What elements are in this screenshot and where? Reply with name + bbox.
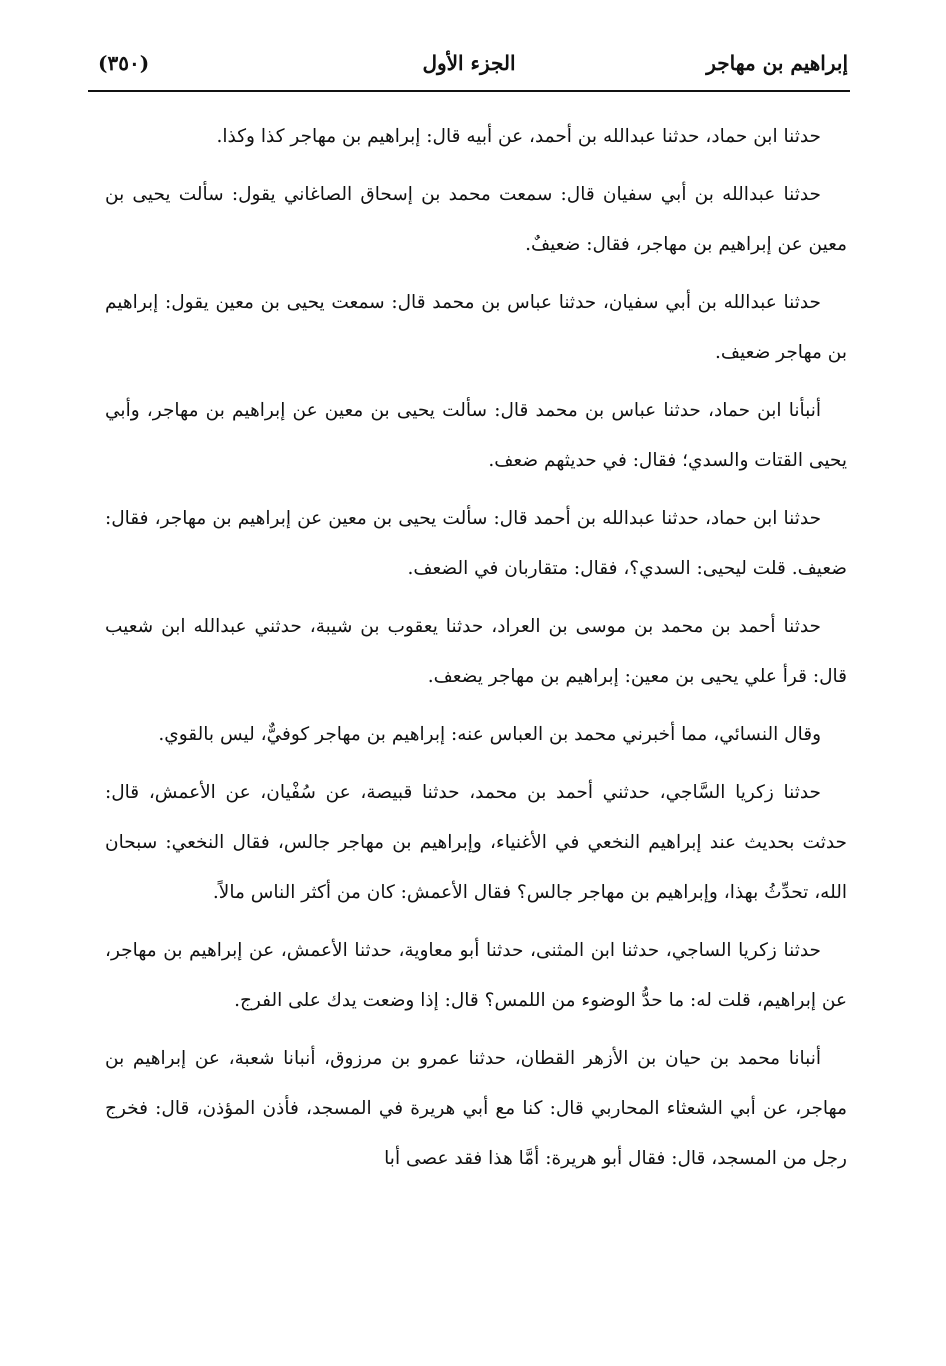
paragraph: حدثنا ابن حماد، حدثنا عبدالله بن أحمد، عن أبيه قال: إبراهيم بن مهاجر كذا وكذا.	[216, 126, 821, 147]
volume-title: الجزء الأول	[422, 51, 516, 75]
page-number: (٣٥٠)	[98, 51, 150, 75]
paragraph: حدثنا زكريا السَّاجي، حدثني أحمد بن محمد، حدثنا قبيصة، عن سُفْيان، عن الأعمش، قال: حدثت بحديث عند إبراهيم النخعي في الأغنياء، وإبراهيم بن مهاجر جالس، فقال النخعي: سبحان الله، تحدِّثُ بهذا، وإبراهيم بن مهاجر جالس؟ فقال الأعمش: كان من أكثر الناس مالاً.	[105, 782, 847, 903]
paragraph: حدثنا ابن حماد، حدثنا عبدالله بن أحمد قال: سألت يحيى بن معين عن إبراهيم بن مهاجر، فقال: ضعيف. قلت ليحيى: السدي؟، فقال: متقاربان في الضعف.	[105, 508, 847, 579]
header-rule	[88, 90, 850, 92]
page-header	[90, 40, 848, 86]
paragraph: حدثنا أحمد بن محمد بن موسى بن العراد، حدثنا يعقوب بن شيبة، حدثني عبدالله ابن شعيب قال: قرأ علي يحيى بن معين: إبراهيم بن مهاجر يضعف.	[105, 616, 847, 687]
paragraph: أنبانا محمد بن حيان بن الأزهر القطان، حدثنا عمرو بن مرزوق، أنبانا شعبة، عن إبراهيم بن مهاجر، عن أبي الشعثاء المحاربي قال: كنا مع أبي هريرة في المسجد، فأذن المؤذن، قال: فخرج رجل من المسجد، قال: فقال أبو هريرة: أمَّا هذا فقد عصى أبا	[105, 1048, 847, 1169]
paragraph: وقال النسائي، مما أخبرني محمد بن العباس عنه: إبراهيم بن مهاجر كوفيٌّ، ليس بالقوي.	[158, 724, 821, 745]
paragraph: حدثنا عبدالله بن أبي سفيان، حدثنا عباس بن محمد قال: سمعت يحيى بن معين يقول: إبراهيم بن مهاجر ضعيف.	[105, 292, 847, 363]
paragraph: حدثنا عبدالله بن أبي سفيان قال: سمعت محمد بن إسحاق الصاغاني يقول: سألت يحيى بن معين عن إبراهيم بن مهاجر، فقال: ضعيفٌ.	[105, 184, 847, 255]
paragraph: حدثنا زكريا الساجي، حدثنا ابن المثنى، حدثنا أبو معاوية، حدثنا الأعمش، عن إبراهيم بن مهاجر، عن إبراهيم، قلت له: ما حدُّ الوضوء من اللمس؟ قال: إذا وضعت يدك على الفرج.	[105, 940, 847, 1011]
running-title: إبراهيم بن مهاجر	[706, 51, 848, 75]
body-text	[105, 112, 847, 1184]
paragraph: أنبأنا ابن حماد، حدثنا عباس بن محمد قال: سألت يحيى بن معين عن إبراهيم بن مهاجر، وأبي يحيى القتات والسدي؛ فقال: في حديثهم ضعف.	[105, 400, 847, 471]
